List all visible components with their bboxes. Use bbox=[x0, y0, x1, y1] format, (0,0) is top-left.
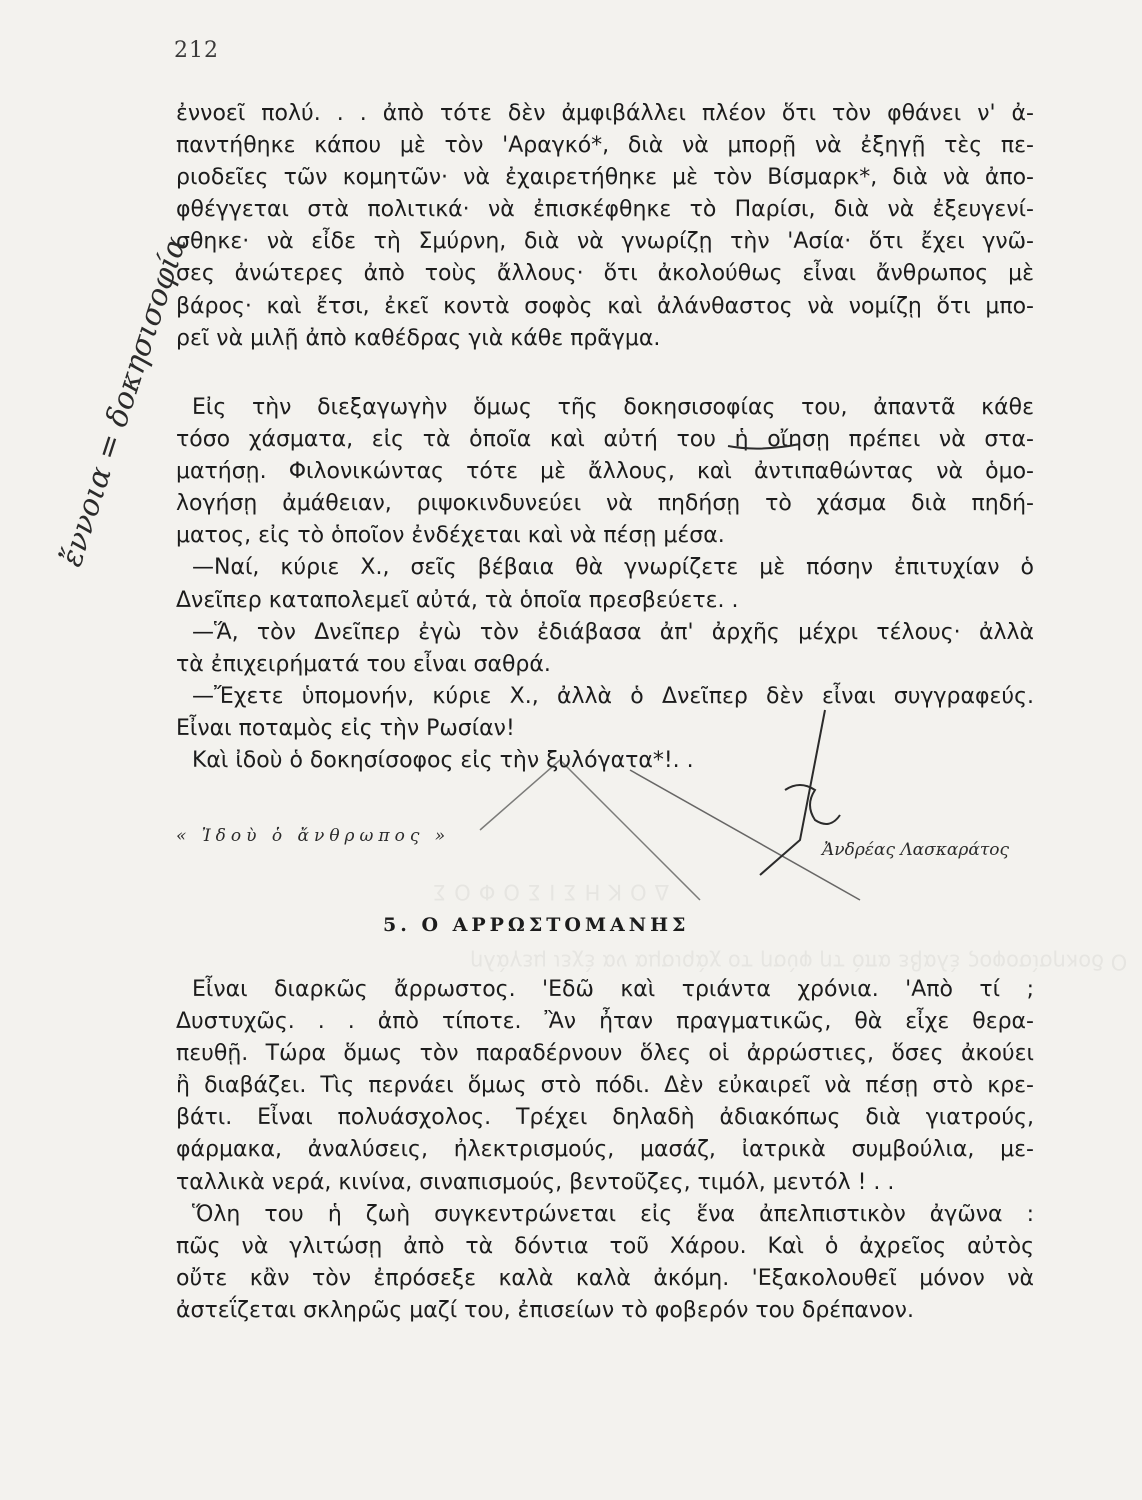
text-line: Δνεῖπερ καταπολεμεῖ αὐτά, τὰ ὁποῖα πρεσβεύετε. . bbox=[176, 587, 739, 613]
text-line: φάρμακα, ἀναλύσεις, ἠλεκτρισμούς, μασάζ, ἰατρικὰ συμβούλια, με- bbox=[176, 1137, 1034, 1163]
quote-caption: « Ἰδοὺ ὁ ἄνθρωπος » bbox=[176, 826, 451, 846]
text-line: βάρος· καὶ ἔτσι, ἐκεῖ κοντὰ σοφὸς καὶ ἀλάνθαστος νὰ νομίζῃ ὅτι μπο- bbox=[176, 293, 1034, 319]
diagonal-stroke bbox=[480, 760, 700, 900]
text-line: βάτι. Εἶναι πολυάσχολος. Τρέχει δηλαδὴ ἀδιακόπως διὰ γιατρούς, bbox=[176, 1105, 1034, 1131]
scribble-mark bbox=[785, 785, 840, 824]
text-line: ματος, εἰς τὸ ὁποῖον ἐνδέχεται καὶ νὰ πέσῃ μέσα. bbox=[176, 523, 725, 549]
text-line: τὰ ἐπιχειρήματά του εἶναι σαθρά. bbox=[176, 651, 551, 677]
text-line: σθηκε· νὰ εἶδε τὴ Σμύρνη, διὰ νὰ γνωρίζῃ τὴν 'Ασία· ὅτι ἔχει γνῶ- bbox=[176, 229, 1034, 255]
text-line: ριοδεῖες τῶν κομητῶν· νὰ ἐχαιρετήθηκε μὲ τὸν Βίσμαρκ*, διὰ νὰ ἀπο- bbox=[176, 165, 1034, 191]
text-line: Καὶ ἰδοὺ ὁ δοκησίσοφος εἰς τὴν ξυλόγατα*!. . bbox=[192, 748, 694, 774]
section-heading: 5. Ο ΑΡΡΩΣΤΟΜΑΝΗΣ bbox=[383, 914, 690, 936]
text-line: πευθῇ. Τώρα ὅμως τὸν παραδέρνουν ὅλες οἱ ἀρρώστιες, ὅσες ἀκούει bbox=[176, 1041, 1034, 1067]
text-line: σες ἀνώτερες ἀπὸ τοὺς ἄλλους· ὅτι ἀκολούθως εἶναι ἄνθρωπος μὲ bbox=[176, 261, 1034, 287]
text-line: οὔτε κἂν τὸν ἐπρόσεξε καλὰ καλὰ ἀκόμη. 'Εξακολουθεῖ μόνον νὰ bbox=[176, 1265, 1034, 1291]
text-line: παντήθηκε κάπου μὲ τὸν 'Αραγκό*, διὰ νὰ μπορῇ νὰ ἐξηγῇ τὲς πε- bbox=[176, 133, 1034, 159]
text-line: —Ναί, κύριε Χ., σεῖς βέβαια θὰ γνωρίζετε μὲ πόσην ἐπιτυχίαν ὁ bbox=[192, 555, 1034, 581]
text-line: λογήσῃ ἀμάθειαν, ριψοκινδυνεύει νὰ πηδήσῃ τὸ χάσμα διὰ πηδή- bbox=[176, 491, 1034, 517]
text-line: —Ἔχετε ὑπομονήν, κύριε Χ., ἀλλὰ ὁ Δνεῖπερ δὲν εἶναι συγγραφεύς. bbox=[192, 683, 1034, 709]
text-line: Εἰς τὴν διεξαγωγὴν ὅμως τῆς δοκησισοφίας του, ἀπαντᾶ κάθε bbox=[192, 395, 1034, 420]
author-attribution: Ἀνδρέας Λασκαράτος bbox=[822, 840, 1009, 860]
text-line: Εἶναι διαρκῶς ἄρρωστος. 'Εδῶ καὶ τριάντα χρόνια. 'Απὸ τί ; bbox=[192, 977, 1034, 1002]
text-line: φθέγγεται στὰ πολιτικά· νὰ ἐπισκέφθηκε τὸ Παρίσι, διὰ νὰ ἐξευγενί- bbox=[176, 197, 1034, 223]
text-line: ταλλικὰ νερά, κινίνα, σιναπισμούς, βεντοῦζες, τιμόλ, μεντόλ ! . . bbox=[176, 1169, 895, 1195]
text-line: ἐννοεῖ πολύ. . . ἀπὸ τότε δὲν ἀμφιβάλλει πλέον ὅτι τὸν φθάνει ν' ἀ- bbox=[176, 101, 1034, 126]
text-line: τόσο χάσματα, εἰς τὰ ὁποῖα καὶ αὐτή του ἡ οἴησῃ πρέπει νὰ στα- bbox=[176, 427, 1034, 453]
handwritten-margin-note: ἔννοια = δοκησισοφία bbox=[54, 232, 194, 571]
text-line: ἢ διαβάζει. Τὶς περνάει ὅμως στὸ πόδι. Δὲν εὐκαιρεῖ νὰ πέσῃ στὸ κρε- bbox=[176, 1073, 1034, 1099]
diagonal-stroke bbox=[760, 710, 825, 875]
underline-mark bbox=[728, 444, 800, 449]
text-line: πῶς νὰ γλιτώσῃ ἀπὸ τὰ δόντια τοῦ Χάρου. Καὶ ὁ ἀχρεῖος αὐτὸς bbox=[176, 1233, 1034, 1259]
text-line: ματήσῃ. Φιλονικώντας τότε μὲ ἄλλους, καὶ ἀντιπαθώντας νὰ ὁμο- bbox=[176, 459, 1034, 485]
bleed-through-heading: ΔΟΚΗΣΙΣΟΦΟΣ bbox=[425, 880, 670, 904]
text-line: ἀστεΐζεται σκληρῶς μαζί του, ἐπισείων τὸ φοβερόν του δρέπανον. bbox=[176, 1297, 914, 1323]
diagonal-stroke bbox=[630, 770, 860, 900]
text-line: Δυστυχῶς. . . ἀπὸ τίποτε. Ἂν ἦταν πραγματικῶς, θὰ εἶχε θερα- bbox=[176, 1009, 1034, 1035]
text-line: Εἶναι ποταμὸς εἰς τὴν Ρωσίαν! bbox=[176, 715, 515, 741]
text-line: —Ἅ, τὸν Δνεῖπερ ἐγὼ τὸν ἐδιάβασα ἀπ' ἀρχῆς μέχρι τέλους· ἀλλὰ bbox=[192, 619, 1034, 645]
text-line: Ὅλη του ἡ ζωὴ συγκεντρώνεται εἰς ἕνα ἀπελπιστικὸν ἀγῶνα : bbox=[192, 1201, 1034, 1227]
text-line: ρεῖ νὰ μιλῇ ἀπὸ καθέδρας γιὰ κάθε πρᾶγμα. bbox=[176, 325, 661, 351]
page-number: 212 bbox=[174, 38, 219, 63]
bleed-through-line: Ο δοκησίσοφος έλαβε από τη φύση το χάρισμα να έχει μεγάλη bbox=[470, 950, 1128, 974]
